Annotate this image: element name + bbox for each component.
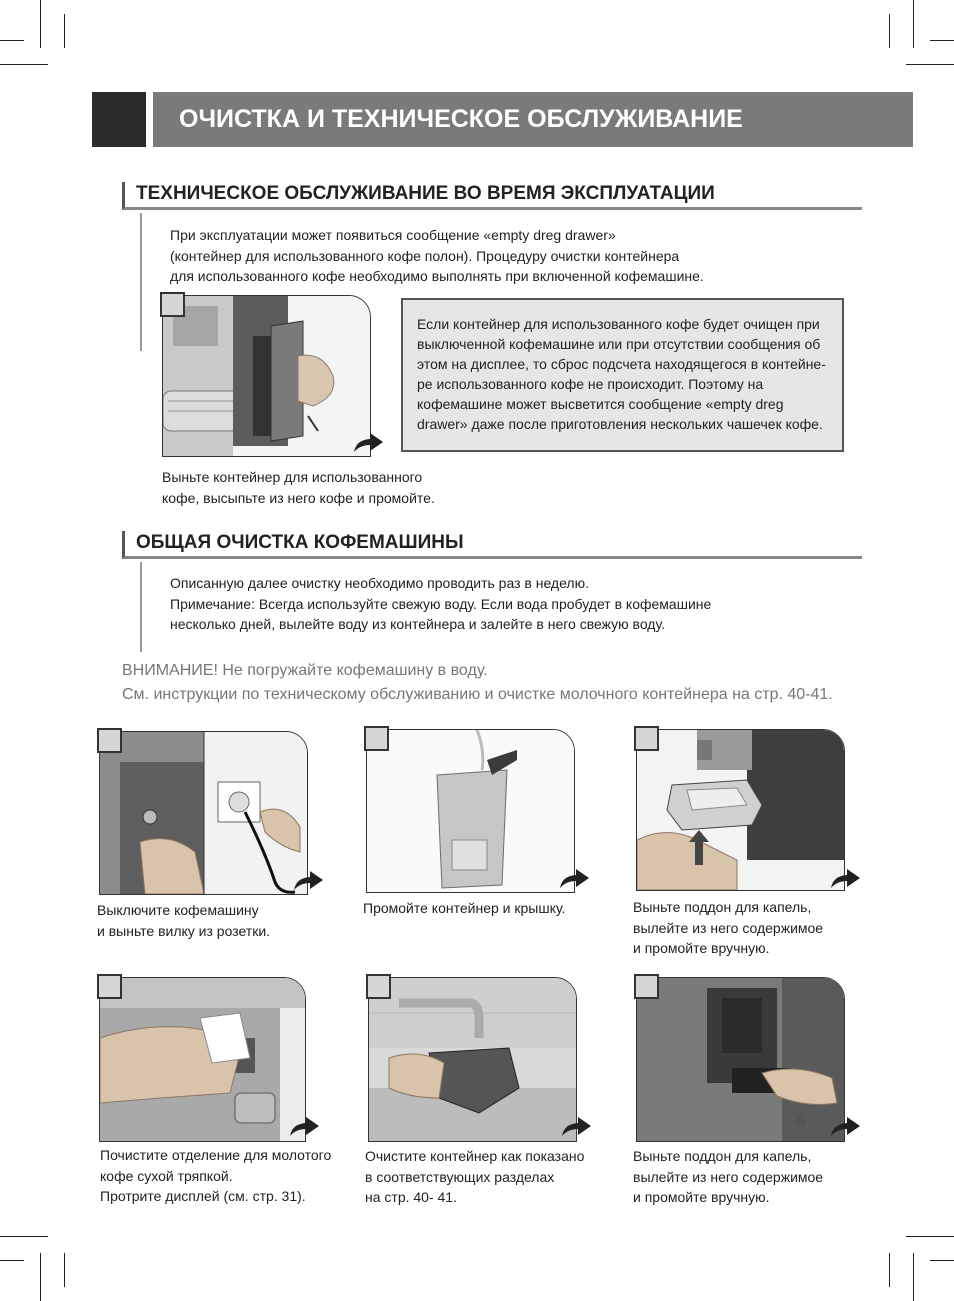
section-intro: При эксплуатации может появиться сообщение «empty dreg drawer» (контейнер для использованного кофе полон). Процедуру очистки контейнера для использованного кофе необходимо выполнять при включенной кофемашине.: [170, 227, 704, 284]
next-arrow-icon: [558, 868, 590, 890]
header-block: [92, 92, 146, 147]
warning-text: ВНИМАНИЕ! Не погружайте кофемашину в воду.: [122, 662, 488, 679]
section-intro: Описанную далее очистку необходимо проводить раз в неделю. Примечание: Всегда используйте свежую воду. Если вода пробудет в кофемашине несколько дней, вылейте воду из контейнера и залейте в него свежую воду.: [170, 575, 712, 632]
crop-mark: [906, 64, 954, 65]
step-caption: Выньте контейнер для использованного кофе, высыпьте из него кофе и промойте.: [162, 469, 435, 506]
crop-mark: [64, 14, 65, 48]
dreg-drawer-photo: [162, 295, 371, 457]
section-title-maintenance: ТЕХНИЧЕСКОЕ ОБСЛУЖИВАНИЕ ВО ВРЕМЯ ЭКСПЛУАТАЦИИ: [122, 182, 862, 210]
next-arrow-icon: [288, 1116, 320, 1138]
crop-mark: [0, 1260, 24, 1261]
section-rule: [140, 562, 142, 652]
crop-mark: [906, 1236, 954, 1237]
step-number-box: [160, 292, 185, 317]
drip-tray-photo: [636, 729, 845, 891]
step-caption: Промойте контейнер и крышку.: [363, 900, 566, 916]
grounds-compartment-photo: [99, 977, 306, 1142]
crop-mark: [930, 1260, 954, 1261]
step-caption: Выключите кофемашину и выньте вилку из розетки.: [97, 902, 271, 939]
page-title: ОЧИСТКА И ТЕХНИЧЕСКОЕ ОБСЛУЖИВАНИЕ: [153, 92, 913, 147]
next-arrow-icon: [352, 432, 384, 454]
crop-mark: [913, 0, 914, 48]
step-caption: Выньте поддон для капель, вылейте из него содержимое и промойте вручную.: [633, 899, 824, 956]
crop-mark: [0, 1236, 48, 1237]
crop-mark: [0, 40, 24, 41]
crop-mark: [64, 1253, 65, 1287]
next-arrow-icon: [292, 870, 324, 892]
crop-mark: [40, 1253, 41, 1301]
next-arrow-icon: [829, 1116, 861, 1138]
drip-tray-removal-photo: [636, 977, 845, 1142]
step-caption: Почистите отделение для молотого кофе сухой тряпкой. Протрите дисплей (см. стр. 31).: [100, 1147, 332, 1204]
step-number-box: [97, 728, 122, 753]
crop-mark: [930, 40, 954, 41]
crop-mark: [40, 0, 41, 48]
step-number-box: [364, 726, 389, 751]
step-caption: Очистите контейнер как показано в соответствующих разделах на стр. 40- 41.: [365, 1148, 585, 1205]
reference-text: См. инструкции по техническому обслуживанию и очистке молочного контейнера на стр. 40-41.: [122, 686, 833, 703]
step-number-box: [366, 974, 391, 999]
step-number-box: [97, 974, 122, 999]
section-title-general-cleaning: ОБЩАЯ ОЧИСТКА КОФЕМАШИНЫ: [122, 531, 862, 559]
crop-mark: [889, 1253, 890, 1287]
next-arrow-icon: [829, 868, 861, 890]
unplug-photo: [99, 731, 308, 895]
water-tank-photo: [366, 729, 575, 893]
crop-mark: [0, 64, 48, 65]
step-number-box: [634, 726, 659, 751]
crop-mark: [889, 14, 890, 48]
container-rinse-photo: [368, 977, 577, 1142]
step-number-box: [634, 974, 659, 999]
section-rule: [140, 213, 142, 351]
next-arrow-icon: [560, 1116, 592, 1138]
step-caption: Выньте поддон для капель, вылейте из него содержимое и промойте вручную.: [633, 1148, 824, 1205]
crop-mark: [913, 1253, 914, 1301]
note-box: Если контейнер для использованного кофе будет очищен при выключенной кофемашине или при отсутствии сообщения об этом на дисплее, то сброс подсчета находящегося в контейне- ре использованного кофе не происходит. Поэтому на кофемашине может высветится сообщение «empty dreg drawer» даже после приготовления нескольких чашечек кофе.: [401, 298, 844, 452]
